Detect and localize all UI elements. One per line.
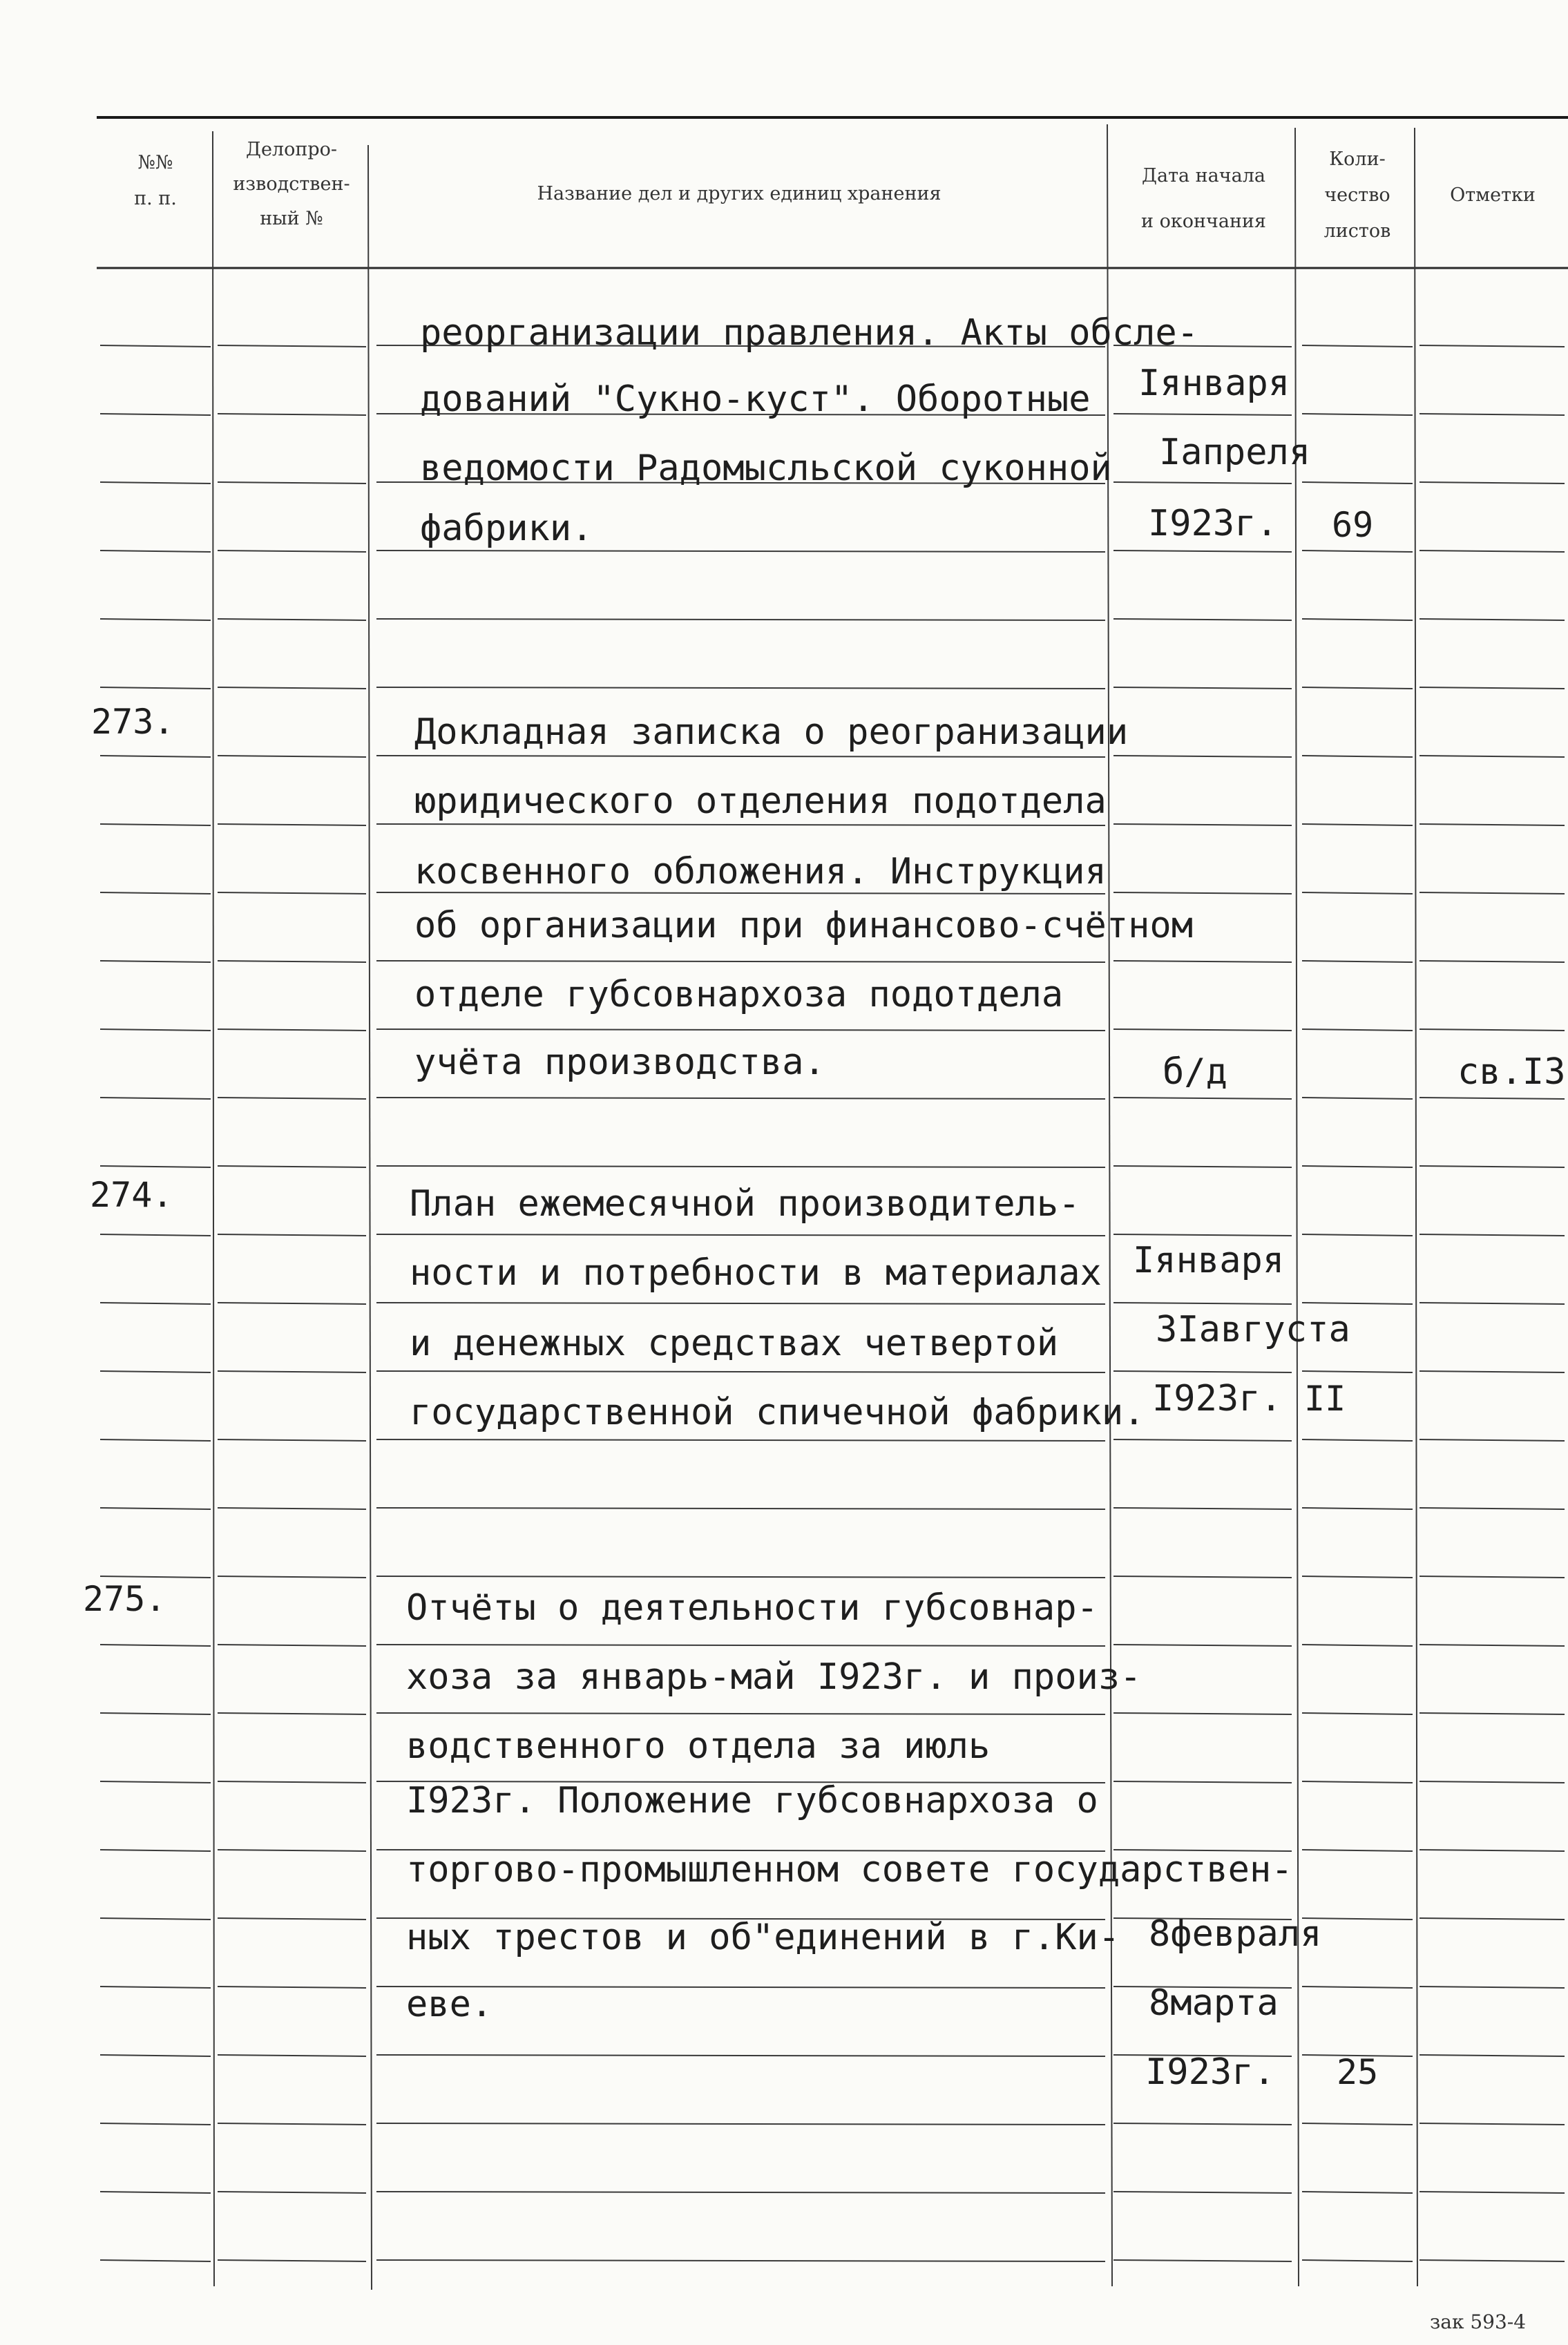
row-rule: [376, 756, 1105, 757]
row-rule: [100, 1781, 211, 1783]
row-rule: [376, 1029, 1105, 1031]
record-title-line: учёта производства.: [414, 1042, 825, 1083]
row-rule: [1302, 1781, 1413, 1783]
row-rule: [1302, 1303, 1413, 1304]
row-rule: [1113, 687, 1292, 689]
row-rule: [218, 551, 366, 552]
record-number: 275.: [83, 1579, 166, 1619]
row-rule: [218, 1303, 366, 1304]
row-rule: [1302, 1987, 1413, 1988]
record-title-line: План ежемесячной производитель-: [410, 1183, 1080, 1225]
row-rule: [376, 1098, 1105, 1099]
row-rule: [1302, 1098, 1413, 1099]
row-rule: [218, 756, 366, 757]
header-delo-line2: изводствен-: [233, 173, 350, 195]
row-rule: [1419, 892, 1565, 894]
row-rule: [376, 1166, 1105, 1167]
row-rule: [100, 2192, 211, 2193]
row-rule: [1419, 2123, 1565, 2125]
header-notes: Отметки: [1450, 184, 1536, 206]
row-rule: [100, 1303, 211, 1304]
row-rule: [1419, 824, 1565, 825]
row-rule: [218, 1987, 366, 1988]
record-title-line: реорганизации правления. Акты обсле-: [420, 312, 1199, 354]
header-no: [104, 145, 207, 217]
row-rule: [1419, 1166, 1565, 1167]
row-rule: [1302, 1029, 1413, 1031]
row-rule: [1113, 1439, 1292, 1441]
row-rule: [376, 2123, 1105, 2125]
row-rule: [218, 961, 366, 962]
row-rule: [100, 961, 211, 962]
row-rule: [218, 1098, 366, 1099]
row-rule: [1113, 961, 1292, 962]
row-rule: [1113, 824, 1292, 825]
row-rule: [1419, 1918, 1565, 1920]
record-title-line: Отчёты о деятельности губсовнар-: [406, 1587, 1098, 1629]
row-rule: [218, 892, 366, 894]
header-delo: [216, 133, 367, 236]
row-rule: [1302, 961, 1413, 962]
header-no-line1: №№: [137, 152, 173, 173]
row-rule: [376, 1713, 1105, 1714]
row-rule: [218, 1645, 366, 1646]
header-no-line2: п. п.: [134, 188, 177, 209]
row-rule: [376, 1645, 1105, 1646]
row-rule: [218, 1850, 366, 1851]
row-rule: [1113, 1166, 1292, 1167]
record-title-line: дований "Сукно-куст". Оборотные: [420, 379, 1091, 420]
record-title-line: I923г. Положение губсовнархоза о: [406, 1780, 1098, 1821]
row-rule: [1419, 2192, 1565, 2193]
row-rule: [376, 1439, 1105, 1441]
row-rule: [376, 687, 1105, 689]
row-rule: [376, 824, 1105, 825]
record-title-line: и денежных средствах четвертой: [410, 1323, 1059, 1364]
row-rule: [1113, 892, 1292, 894]
record-title-line: водственного отдела за июль: [406, 1725, 991, 1767]
row-rule: [1113, 1576, 1292, 1578]
row-rule: [376, 2055, 1105, 2056]
row-rule: [1419, 1029, 1565, 1031]
row-rule: [218, 482, 366, 484]
record-date-line: I923г.: [1145, 2051, 1275, 2093]
row-rule: [1419, 1303, 1565, 1304]
header-sheets-line2: чество: [1324, 184, 1390, 206]
row-rule: [100, 619, 211, 620]
header-delo-line3: ный №: [260, 208, 323, 229]
row-rule: [100, 1576, 211, 1578]
row-rule: [1113, 1713, 1292, 1714]
row-rule: [1302, 1850, 1413, 1851]
row-rule: [376, 619, 1105, 620]
row-rule: [1302, 1371, 1413, 1372]
row-rule: [1302, 1713, 1413, 1714]
row-rule: [218, 1713, 366, 1714]
row-rule: [218, 1918, 366, 1920]
row-rule: [1302, 824, 1413, 825]
row-rule: [1302, 1645, 1413, 1646]
row-rule: [376, 2260, 1105, 2261]
row-rule: [376, 892, 1105, 894]
row-rule: [100, 1713, 211, 1714]
row-rule: [100, 1166, 211, 1167]
row-rule: [1113, 2260, 1292, 2261]
header-dates: [1112, 153, 1295, 245]
row-rule: [1419, 1850, 1565, 1851]
row-rule: [218, 1576, 366, 1578]
record-title-line: еве.: [406, 1984, 493, 2025]
row-rule: [100, 892, 211, 894]
row-rule: [1113, 2123, 1292, 2125]
row-rule: [1113, 2192, 1292, 2193]
row-rule: [1113, 1234, 1292, 1236]
record-sheets: 25: [1337, 2052, 1379, 2092]
record-note: св.I3: [1457, 1051, 1566, 1093]
row-rule: [218, 2260, 366, 2261]
row-rule: [1419, 1713, 1565, 1714]
record-date-line: Iянваря: [1133, 1240, 1285, 1281]
header-sheets-line1: Коли-: [1329, 149, 1386, 170]
record-date-line: I923г.: [1148, 503, 1278, 544]
header-dates-line2: и окончания: [1141, 211, 1266, 232]
row-rule: [1113, 551, 1292, 552]
row-rule: [1302, 482, 1413, 484]
record-title-line: торгово-промышленном совете государствен-: [406, 1849, 1293, 1891]
record-date-line: б/д: [1163, 1051, 1227, 1093]
row-rule: [1302, 551, 1413, 552]
row-rules: [100, 345, 1565, 2261]
row-rule: [218, 1439, 366, 1441]
row-rule: [376, 1234, 1105, 1236]
row-rule: [1419, 482, 1565, 484]
row-rule: [218, 619, 366, 620]
header-delo-line1: Делопро-: [246, 139, 337, 160]
record-date-line: I923г.: [1152, 1378, 1282, 1419]
row-rule: [376, 2192, 1105, 2193]
row-rule: [1419, 1439, 1565, 1441]
row-rule: [1419, 687, 1565, 689]
row-rule: [1419, 1576, 1565, 1578]
row-rule: [1113, 756, 1292, 757]
row-rule: [100, 2123, 211, 2125]
row-rule: [1113, 1371, 1292, 1372]
row-rule: [1419, 1098, 1565, 1099]
row-rule: [1419, 619, 1565, 620]
row-rule: [100, 1234, 211, 1236]
row-rule: [376, 551, 1105, 552]
record-title-line: юридического отделения подотдела: [414, 781, 1107, 822]
row-rule: [1419, 756, 1565, 757]
row-rule: [100, 414, 211, 415]
row-rule: [1419, 1234, 1565, 1236]
row-rule: [100, 1987, 211, 1988]
row-rule: [218, 1781, 366, 1783]
row-rule: [1113, 619, 1292, 620]
row-rule: [1419, 2055, 1565, 2056]
row-rule: [1302, 687, 1413, 689]
row-rule: [1302, 892, 1413, 894]
row-rule: [1302, 2260, 1413, 2261]
row-rule: [1419, 2260, 1565, 2261]
row-rule: [1302, 1576, 1413, 1578]
row-rule: [1419, 1371, 1565, 1372]
row-rule: [1419, 1508, 1565, 1509]
record-title-line: об организации при финансово-счётном: [414, 905, 1194, 946]
record-date-line: 3Iавгуста: [1156, 1309, 1350, 1350]
record-date-line: 8февраля: [1149, 1913, 1322, 1955]
record-number: 274.: [90, 1175, 173, 1215]
row-rule: [218, 2192, 366, 2193]
row-rule: [218, 1371, 366, 1372]
record-title-line: ности и потребности в материалах: [410, 1252, 1102, 1294]
record-date-line: 8марта: [1149, 1982, 1279, 2024]
row-rule: [1419, 1645, 1565, 1646]
row-rule: [1302, 1234, 1413, 1236]
row-rule: [218, 1029, 366, 1031]
row-rule: [100, 1029, 211, 1031]
row-rule: [1419, 414, 1565, 415]
record-date-line: Iапреля: [1159, 432, 1311, 473]
row-rule: [218, 824, 366, 825]
row-rule: [1302, 1166, 1413, 1167]
row-rule: [100, 1918, 211, 1920]
row-rule: [100, 1645, 211, 1646]
record-title-line: государственной спичечной фабрики.: [410, 1392, 1145, 1433]
row-rule: [1302, 345, 1413, 347]
row-rule: [100, 756, 211, 757]
record-title-line: хоза за январь-май I923г. и произ-: [406, 1656, 1142, 1698]
row-rule: [218, 414, 366, 415]
row-rule: [100, 345, 211, 347]
row-rule: [376, 1371, 1105, 1372]
record-title-line: Докладная записка о реогранизации: [414, 711, 1129, 753]
record-title-line: ных трестов и об"единений в г.Ки-: [406, 1917, 1120, 1958]
record-date-line: Iянваря: [1138, 363, 1290, 404]
header-title: Название дел и других единиц хранения: [537, 183, 941, 204]
row-rule: [376, 961, 1105, 962]
row-rule: [1302, 619, 1413, 620]
row-rule: [1302, 1439, 1413, 1441]
row-rule: [1302, 414, 1413, 415]
header-sheets-line3: листов: [1323, 220, 1391, 242]
row-rule: [100, 1098, 211, 1099]
row-rule: [100, 551, 211, 552]
row-rule: [1113, 1781, 1292, 1783]
record-title-line: отделе губсовнархоза подотдела: [414, 974, 1064, 1015]
row-rule: [1302, 2192, 1413, 2193]
header-dates-line1: Дата начала: [1142, 165, 1265, 186]
row-rule: [1113, 1098, 1292, 1099]
row-rule: [100, 687, 211, 689]
record-sheets: II: [1304, 1379, 1346, 1419]
row-rule: [1113, 1029, 1292, 1031]
row-rule: [1113, 1645, 1292, 1646]
row-rule: [100, 824, 211, 825]
row-rule: [218, 1234, 366, 1236]
record-sheets: 69: [1332, 505, 1374, 545]
header-sheets: [1299, 142, 1416, 249]
row-rule: [100, 2055, 211, 2056]
row-rule: [1302, 756, 1413, 757]
row-rule: [218, 2055, 366, 2056]
row-rule: [218, 2123, 366, 2125]
row-rule: [1113, 482, 1292, 484]
row-rule: [1419, 345, 1565, 347]
order-stamp: зак 593-4: [1430, 2310, 1527, 2333]
row-rule: [1113, 1508, 1292, 1509]
row-rule: [100, 1508, 211, 1509]
row-rule: [1419, 1781, 1565, 1783]
row-rule: [218, 1508, 366, 1509]
row-rule: [100, 482, 211, 484]
row-rule: [376, 1303, 1105, 1304]
row-rule: [218, 345, 366, 347]
row-rule: [1302, 1508, 1413, 1509]
row-rule: [1419, 1987, 1565, 1988]
row-rule: [1419, 961, 1565, 962]
record-title-line: фабрики.: [420, 508, 593, 549]
row-rule: [1302, 2123, 1413, 2125]
row-rule: [100, 1439, 211, 1441]
row-rule: [1113, 414, 1292, 415]
row-rule: [100, 1371, 211, 1372]
row-rule: [100, 2260, 211, 2261]
record-number: 273.: [91, 702, 175, 742]
row-rule: [218, 1166, 366, 1167]
row-rule: [376, 1508, 1105, 1509]
row-rule: [1113, 1303, 1292, 1304]
record-title-line: косвенного обложения. Инструкция: [414, 851, 1107, 892]
row-rule: [218, 687, 366, 689]
record-title-line: ведомости Радомысльской суконной: [420, 448, 1112, 489]
row-rule: [100, 1850, 211, 1851]
row-rule: [1419, 551, 1565, 552]
row-rule: [376, 1576, 1105, 1578]
